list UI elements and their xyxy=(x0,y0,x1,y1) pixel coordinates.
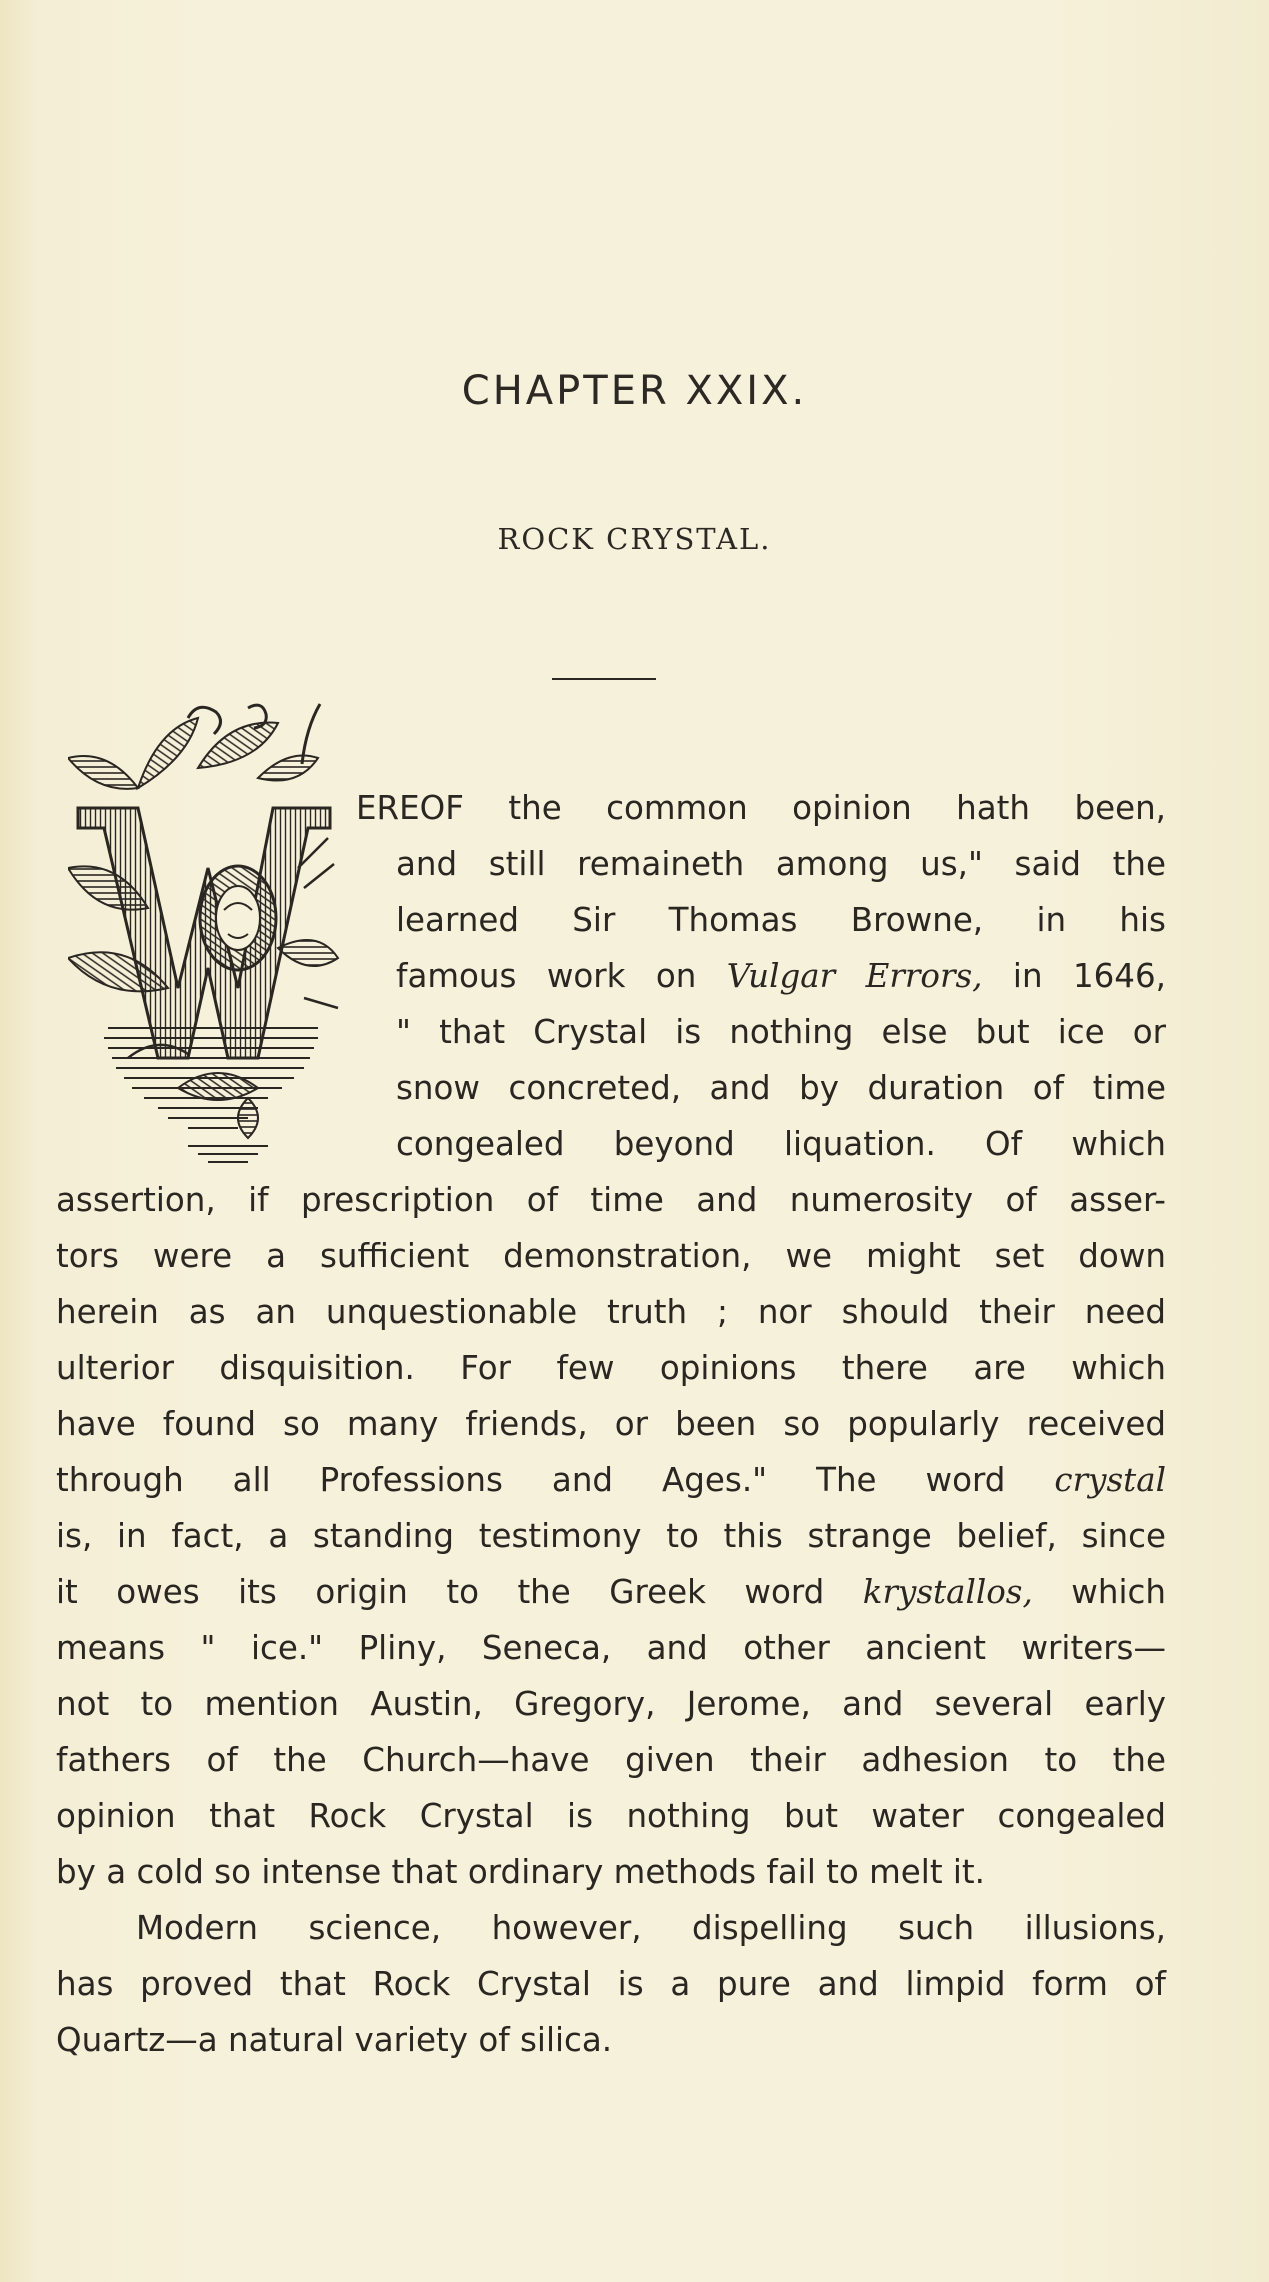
text-segment: assertion, if prescription of time and numerosity of asser- xyxy=(56,1181,1166,1219)
text-segment: is, in fact, a standing testimony to this strange belief, since xyxy=(56,1517,1166,1555)
text-line xyxy=(56,1396,1166,1452)
text-segment: has proved that Rock Crystal is a pure and limpid form of xyxy=(56,1965,1166,2003)
text-line xyxy=(56,1508,1166,1564)
text-line xyxy=(56,1844,1166,1900)
text-line xyxy=(56,1452,1166,1508)
text-line xyxy=(56,2012,1166,2068)
title-rule xyxy=(552,678,656,680)
text-segment: herein as an unquestionable truth ; nor should their need xyxy=(56,1293,1166,1331)
text-line xyxy=(56,1956,1166,2012)
text-line xyxy=(56,1676,1166,1732)
text-segment: Quartz—a natural variety of silica. xyxy=(56,2021,613,2059)
text-line xyxy=(396,836,1166,892)
section-title: ROCK CRYSTAL. xyxy=(497,522,772,556)
text-line xyxy=(56,1620,1166,1676)
text-line xyxy=(356,780,1166,836)
text-line xyxy=(56,1340,1166,1396)
text-line xyxy=(56,1172,1166,1228)
italic-text: crystal xyxy=(1054,1461,1166,1499)
text-line xyxy=(56,1900,1166,1956)
text-segment: it owes its origin to the Greek word xyxy=(56,1573,863,1611)
text-segment: learned Sir Thomas Browne, in his xyxy=(396,901,1166,939)
text-line xyxy=(396,1116,1166,1172)
text-segment: famous work on xyxy=(396,957,727,995)
text-segment: congealed beyond liquation. Of which xyxy=(396,1125,1166,1163)
text-line xyxy=(56,1284,1166,1340)
text-line xyxy=(396,1060,1166,1116)
chapter-body-text xyxy=(56,780,1166,2068)
text-segment: and still remaineth among us," said the xyxy=(396,845,1166,883)
text-segment: " that Crystal is nothing else but ice or xyxy=(396,1013,1166,1051)
text-segment: have found so many friends, or been so popularly received xyxy=(56,1405,1166,1443)
text-line xyxy=(396,892,1166,948)
text-segment: snow concreted, and by duration of time xyxy=(396,1069,1166,1107)
text-segment: means " ice." Pliny, Seneca, and other ancient writers— xyxy=(56,1629,1166,1667)
text-segment: fathers of the Church—have given their adhesion to the xyxy=(56,1741,1166,1779)
italic-text: krystallos, xyxy=(862,1573,1033,1611)
text-segment: ulterior disquisition. For few opinions there are which xyxy=(56,1349,1166,1387)
text-segment: by a cold so intense that ordinary methods fail to melt it. xyxy=(56,1853,985,1891)
text-line xyxy=(56,1788,1166,1844)
text-segment: opinion that Rock Crystal is nothing but water congealed xyxy=(56,1797,1166,1835)
text-line xyxy=(396,1004,1166,1060)
text-segment: tors were a sufficient demonstration, we might set down xyxy=(56,1237,1166,1275)
text-line xyxy=(396,948,1166,1004)
italic-text: Vulgar Errors, xyxy=(726,957,983,995)
text-segment: which xyxy=(1032,1573,1166,1611)
text-segment: not to mention Austin, Gregory, Jerome, and several early xyxy=(56,1685,1166,1723)
text-segment: EREOF the common opinion hath been, xyxy=(356,789,1166,827)
text-line xyxy=(56,1228,1166,1284)
text-segment: through all Professions and Ages." The word xyxy=(56,1461,1055,1499)
text-segment: in 1646, xyxy=(982,957,1166,995)
text-line xyxy=(56,1732,1166,1788)
text-line xyxy=(56,1564,1166,1620)
text-segment: Modern science, however, dispelling such illusions, xyxy=(136,1909,1166,1947)
chapter-title: CHAPTER XXIX. xyxy=(461,368,808,414)
